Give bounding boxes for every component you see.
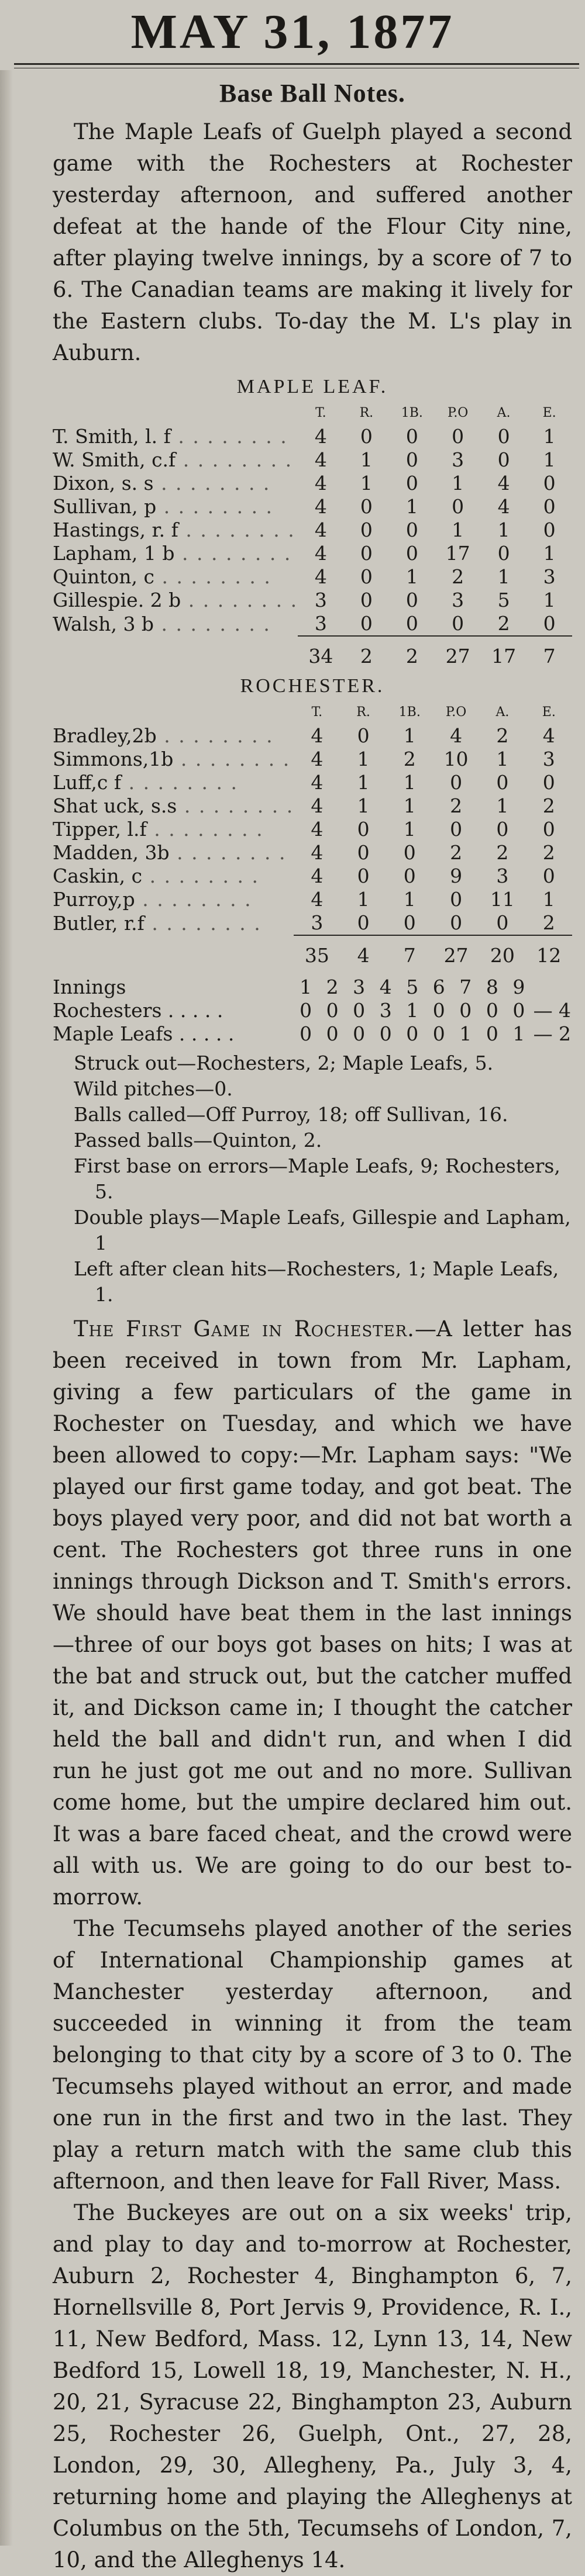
maple-leaf-player-name xyxy=(53,565,298,589)
rochester-stat-cell: 4 xyxy=(311,771,324,794)
leader-dots: . . . . . . . . xyxy=(156,495,274,518)
player-name-text: Purroy,p xyxy=(53,888,135,911)
player-name-text: Lapham, 1 b xyxy=(53,542,175,565)
article-column xyxy=(53,76,572,2576)
rochester-column-header: E. xyxy=(542,705,556,720)
buckeyes-paragraph: The Buckeyes are out on a six weeks' trip, and play to day and to-morrow at Rochester, Auburn 2, Rochester 4, Binghampton 6, 7, Hornellsville 8, Port Jervis 9, Providence, R. I., 11, New Bedford, Mass. 12, Lynn 13, 14, New Bedford 15, Lowell 18, 19, Manchester, N. H., 20, 21, Syracuse 22, Binghampton 23, Auburn 25, Rochester 26, Guelph, Ont., 27, 28, London, 29, 30, Allegheny, Pa., July 3, 4, returning home and playing the Alleghenys at Columbus on the 5th, Tecumsehs of London, 7, 10, and the Alleghenys 14. xyxy=(53,2200,572,2572)
rochester-stat-cell: 0 xyxy=(496,771,509,794)
maple-leaf-total-cell: 2 xyxy=(389,636,435,668)
leader-dots: . . . . . . . . xyxy=(178,518,295,541)
rochester-stat-cell: 11 xyxy=(490,888,515,911)
rochester-stat-cell: 9 xyxy=(450,865,463,887)
maple-leaf-stat-cell: 1 xyxy=(497,518,510,541)
maple-leaf-stat-cell: 1 xyxy=(543,589,556,611)
leader-dots: . . . . . . . . xyxy=(169,841,287,864)
rochester-player-row xyxy=(53,771,572,794)
leader-dots: . . . . . . . . xyxy=(170,425,288,448)
summary-line: Double plays—Maple Leafs, Gillespie and Lapham, 1 xyxy=(74,1206,571,1254)
maple-leaf-stat-cell: 0 xyxy=(360,495,373,518)
rochester-column-header: P.O xyxy=(445,705,467,720)
rochester-stat-cell: 0 xyxy=(357,818,370,841)
rochester-stat-cell: 1 xyxy=(496,794,509,817)
maple-leaf-stat-cell: 4 xyxy=(497,472,510,495)
inning-runs: 0 xyxy=(379,1022,392,1045)
rochester-stat-cell: 1 xyxy=(403,724,416,747)
rochester-total-cell: 20 xyxy=(479,935,525,967)
leader-dots: . . . . . . . . xyxy=(135,888,252,911)
leader-dots: . . . . . . . . xyxy=(146,818,264,841)
inning-runs: 0 xyxy=(459,999,472,1022)
rochester-column-header: A. xyxy=(495,705,510,720)
rochester-stat-cell: 2 xyxy=(450,794,463,817)
rochester-stat-cell: 2 xyxy=(403,748,416,770)
maple-leaf-player-row xyxy=(53,448,572,472)
maple-leaf-total-cell: 17 xyxy=(481,636,526,668)
maple-leaf-stat-cell: 0 xyxy=(405,589,418,611)
player-name-text: Gillespie. 2 b xyxy=(53,589,181,611)
maple-leaf-stat-cell: 1 xyxy=(543,448,556,471)
leader-dots: . . . . . . . . xyxy=(176,448,293,471)
player-name-text: Tipper, l.f xyxy=(53,818,147,841)
rochester-stat-cell: 2 xyxy=(542,911,555,934)
leader-dots: . . . . . . . . xyxy=(154,565,271,588)
rochester-player-row xyxy=(53,794,572,818)
maple-leaf-stat-cell: 0 xyxy=(360,518,373,541)
maple-leaf-stat-cell: 3 xyxy=(314,589,327,611)
inning-number: 6 xyxy=(432,976,445,998)
inning-runs: 0 xyxy=(326,999,339,1022)
rochester-stat-cell: 0 xyxy=(450,888,463,911)
game-summary xyxy=(74,1050,572,1308)
maple-leaf-stat-cell: 4 xyxy=(314,472,327,495)
rochester-stat-cell: 0 xyxy=(496,818,509,841)
maple-leaf-stat-cell: 2 xyxy=(452,565,464,588)
rochester-stat-cell: 0 xyxy=(450,911,463,934)
maple-leaf-stat-cell: 17 xyxy=(445,542,470,565)
maple-leaf-header-row xyxy=(53,402,572,425)
maple-leaf-stat-cell: 4 xyxy=(497,495,510,518)
maple-leaf-stat-cell: 0 xyxy=(360,542,373,565)
rochester-stat-cell: 3 xyxy=(542,748,555,770)
rochester-stat-cell: 4 xyxy=(311,748,324,770)
maple-leaf-stat-cell: 0 xyxy=(360,425,373,448)
maple-leaf-stat-cell: 0 xyxy=(405,472,418,495)
rochester-total-cell: 12 xyxy=(526,935,572,967)
player-name-text: Hastings, r. f xyxy=(53,518,178,541)
rochester-stat-cell: 1 xyxy=(403,888,416,911)
rochester-player-row xyxy=(53,888,572,911)
maple-leaf-totals-blank xyxy=(53,636,298,668)
maple-leaf-stat-cell: 1 xyxy=(405,565,418,588)
inning-runs: 3 xyxy=(379,999,392,1022)
maple-leaf-column-header: A. xyxy=(497,406,511,420)
rochester-stat-cell: 4 xyxy=(311,794,324,817)
rochester-stat-cell: 0 xyxy=(450,818,463,841)
maple-leaf-stat-cell: 1 xyxy=(452,472,464,495)
maple-leaf-player-name xyxy=(53,448,298,472)
maple-leaf-player-row xyxy=(53,612,572,636)
rochester-stat-cell: 2 xyxy=(542,794,555,817)
rochester-stat-cell: 1 xyxy=(357,794,370,817)
innings-label: Innings xyxy=(53,976,126,998)
rochester-player-row xyxy=(53,748,572,771)
maple-leaf-total-cell: 2 xyxy=(344,636,390,668)
rochester-stat-cell: 2 xyxy=(496,724,509,747)
rochester-player-name xyxy=(53,771,294,794)
masthead-rule xyxy=(14,63,579,65)
rochester-stat-cell: 1 xyxy=(403,818,416,841)
rochester-stat-cell: 4 xyxy=(311,724,324,747)
rochester-stat-cell: 3 xyxy=(311,911,324,934)
maple-leaf-header-blank xyxy=(53,402,298,425)
rochester-stat-cell: 1 xyxy=(357,748,370,770)
maple-leaf-totals-row xyxy=(53,636,572,668)
rochester-stat-cell: 4 xyxy=(450,724,463,747)
inning-runs: 1 xyxy=(406,999,419,1022)
rochester-stat-cell: 0 xyxy=(542,771,555,794)
maple-leaf-stat-cell: 0 xyxy=(405,425,418,448)
maple-leaf-stat-cell: 0 xyxy=(497,425,510,448)
rochester-stat-cell: 1 xyxy=(403,771,416,794)
maple-leaf-total-cell: 7 xyxy=(526,636,572,668)
inning-runs: 0 xyxy=(353,1022,366,1045)
rochester-stat-cell: 4 xyxy=(542,724,555,747)
intro-paragraph: The Maple Leafs of Guelph played a second game with the Rochesters at Rochester yesterday afternoon, and suffered another defeat at the hande of the Flour City nine, after playing twelve innings, by a score of 7 to 6. The Canadian teams are making it lively for the Eastern clubs. To-day the M. L's play in Auburn. xyxy=(53,119,572,365)
rochester-stat-cell: 1 xyxy=(542,888,555,911)
maple-leaf-stat-cell: 1 xyxy=(452,518,464,541)
inning-runs: 0 xyxy=(512,999,525,1022)
innings-score-table xyxy=(53,976,572,1046)
maple-leaf-player-name xyxy=(53,472,298,495)
rochester-stat-cell: 0 xyxy=(357,911,370,934)
team-title-maple-leaf: MAPLE LEAF. xyxy=(236,376,388,397)
player-name-text: Luff,c f xyxy=(53,771,122,794)
maple-leaf-stat-cell: 0 xyxy=(405,612,418,635)
maple-leaf-stat-cell: 4 xyxy=(314,542,327,565)
inning-runs: 0 xyxy=(326,1022,339,1045)
inning-number: 7 xyxy=(459,976,472,998)
leader-dots: . . . . . . . . xyxy=(142,865,259,887)
rochester-player-name xyxy=(53,794,294,818)
rochester-player-row xyxy=(53,911,572,935)
rochester-stat-cell: 1 xyxy=(357,888,370,911)
maple-leaf-stat-cell: 0 xyxy=(497,448,510,471)
rochester-stat-cell: 4 xyxy=(311,841,324,864)
inning-runs: 0 xyxy=(486,1022,498,1045)
maple-leaf-stat-cell: 1 xyxy=(405,495,418,518)
player-name-text: Quinton, c xyxy=(53,565,154,588)
inning-runs: 1 xyxy=(512,1022,525,1045)
leader-dots: . . . . . . . . xyxy=(177,794,294,817)
maple-leaf-stat-cell: 3 xyxy=(452,589,464,611)
inning-number: 9 xyxy=(512,976,525,998)
maple-leaf-player-name xyxy=(53,425,298,448)
rochester-player-name xyxy=(53,818,294,841)
maple-leaf-stat-cell: 1 xyxy=(543,425,556,448)
first-game-title: The First Game in Rochester. xyxy=(74,1316,415,1341)
rochester-stat-cell: 4 xyxy=(311,865,324,887)
maple-leaf-stat-cell: 0 xyxy=(405,542,418,565)
leader-dots: . . . . . . . . xyxy=(174,542,292,565)
rochester-stat-cell: 1 xyxy=(357,771,370,794)
maple-leaf-stat-cell: 0 xyxy=(543,472,556,495)
maple-leaf-player-row xyxy=(53,495,572,518)
maple-leaf-player-row xyxy=(53,565,572,589)
player-name-text: Bradley,2b xyxy=(53,724,157,747)
maple-leaf-stat-cell: 4 xyxy=(314,518,327,541)
rochester-column-header: 1B. xyxy=(398,705,421,720)
inning-runs: 0 xyxy=(300,999,312,1022)
rochester-stat-cell: 3 xyxy=(496,865,509,887)
player-name-text: Walsh, 3 b xyxy=(53,612,154,635)
rochester-total-cell: 35 xyxy=(294,935,340,967)
rochester-total-cell: 4 xyxy=(340,935,387,967)
maple-leaf-player-row xyxy=(53,518,572,542)
rochester-stat-cell: 0 xyxy=(357,865,370,887)
maple-leaf-stat-cell: 0 xyxy=(452,495,464,518)
inning-runs: 0 xyxy=(300,1022,312,1045)
player-name-text: T. Smith, l. f xyxy=(53,425,171,448)
masthead-date: MAY 31, 1877 xyxy=(130,5,455,59)
innings-total-blank xyxy=(532,976,572,999)
rochester-column-header: T. xyxy=(311,705,323,720)
tecumsehs-paragraph: The Tecumsehs played another of the series of International Championship games at Manchester yesterday afternoon, and succeeded in winning it from the team belonging to that city by a score of 3 to 0. The Tecumsehs played without an error, and made one run in the first and two in the last. They play a return match with the same club this afternoon, and then leave for Fall River, Mass. xyxy=(53,1916,572,2194)
rochester-stat-cell: 2 xyxy=(496,841,509,864)
player-name-text: Shat uck, s.s xyxy=(53,794,177,817)
maple-leaf-column-header: 1B. xyxy=(401,406,423,420)
inning-number: 1 xyxy=(300,976,312,998)
player-name-text: Caskin, c xyxy=(53,865,143,887)
rochester-stat-cell: 1 xyxy=(496,748,509,770)
leader-dots: . . . . . . . . xyxy=(173,748,291,770)
rochester-stat-cell: 0 xyxy=(542,865,555,887)
inning-runs: 1 xyxy=(459,1022,472,1045)
maple-leaf-stat-cell: 5 xyxy=(497,589,510,611)
maple-leaf-stat-cell: 4 xyxy=(314,565,327,588)
team-title-rochester: ROCHESTER. xyxy=(240,675,385,697)
rochester-player-name xyxy=(53,748,294,771)
rochester-player-name xyxy=(53,888,294,911)
rochester-player-row xyxy=(53,841,572,865)
inning-number: 8 xyxy=(486,976,498,998)
rochester-player-row xyxy=(53,818,572,841)
maple-leaf-stat-cell: 0 xyxy=(360,612,373,635)
rochester-stat-cell: 0 xyxy=(450,771,463,794)
inning-runs: 0 xyxy=(406,1022,419,1045)
rochester-stat-cell: 2 xyxy=(542,841,555,864)
maple-leaf-stat-cell: 4 xyxy=(314,495,327,518)
maple-leaf-player-row xyxy=(53,472,572,495)
player-name-text: Simmons,1b xyxy=(53,748,174,770)
rochester-total-cell: 27 xyxy=(433,935,479,967)
leader-dots: . . . . . . . . xyxy=(121,771,238,794)
rochester-stat-cell: 2 xyxy=(450,841,463,864)
player-name-text: Sullivan, p xyxy=(53,495,157,518)
rochester-player-name xyxy=(53,911,294,935)
inning-number: 5 xyxy=(406,976,419,998)
maple-leaf-player-name xyxy=(53,589,298,612)
maple-leaf-column-header: T. xyxy=(315,406,326,420)
summary-line: First base on errors—Maple Leafs, 9; Rochesters, 5. xyxy=(74,1154,560,1203)
leader-dots: . . . . . . . . xyxy=(153,472,271,495)
first-game-body: —A letter has been received in town from Mr. Lapham, giving a few particulars of the game in Rochester on Tuesday, and which we have been allowed to copy:—Mr. Lapham says: "We played our first game today, and got beat. The boys played very poor, and did not bat worth a cent. The Rochesters got three runs in one innings through Dickson and T. Smith's errors. We should have beat them in the last innings —three of our boys got bases on hits; I was at the bat and struck out, but the catcher muffed it, and Dickson came in; I thought the catcher held the ball and didn't run, and when I did run he just got me out and no more. Sullivan come home, but the umpire declared him out. It was a bare faced cheat, and the crowd were all with us. We are going to do our best to-morrow. xyxy=(53,1316,572,1910)
player-name-text: Dixon, s. s xyxy=(53,472,154,495)
inning-number: 3 xyxy=(353,976,366,998)
rochester-stat-cell: 0 xyxy=(542,818,555,841)
maple-leaf-stat-cell: 0 xyxy=(360,589,373,611)
inning-runs: 0 xyxy=(486,999,498,1022)
box-score-rochester xyxy=(53,701,572,967)
maple-leaf-stat-cell: 1 xyxy=(360,472,373,495)
rochester-stat-cell: 4 xyxy=(311,818,324,841)
maple-leaf-stat-cell: 0 xyxy=(405,518,418,541)
maple-leaf-stat-cell: 3 xyxy=(543,565,556,588)
maple-leaf-stat-cell: 0 xyxy=(360,565,373,588)
rochester-stat-cell: 0 xyxy=(403,841,416,864)
summary-line: Left after clean hits—Rochesters, 1; Maple Leafs, 1. xyxy=(74,1257,559,1306)
maple-leaf-column-header: P.O xyxy=(447,406,469,420)
leader-dots: . . . . . . . . xyxy=(156,724,274,747)
maple-leaf-player-name xyxy=(53,495,298,518)
maple-leaf-player-row xyxy=(53,589,572,612)
rochester-totals-blank xyxy=(53,935,294,967)
innings-team-row xyxy=(53,999,572,1022)
maple-leaf-player-name xyxy=(53,518,298,542)
rochester-player-name xyxy=(53,724,294,748)
summary-line: Passed balls—Quinton, 2. xyxy=(74,1129,322,1152)
maple-leaf-stat-cell: 3 xyxy=(314,612,327,635)
inning-runs: 0 xyxy=(432,999,445,1022)
maple-leaf-stat-cell: 3 xyxy=(452,448,464,471)
innings-team-name: Rochesters . . . . . xyxy=(53,999,223,1022)
leader-dots: . . . . . . . . xyxy=(181,589,298,611)
innings-team-name: Maple Leafs . . . . . xyxy=(53,1022,235,1045)
rochester-header-blank xyxy=(53,701,294,724)
maple-leaf-stat-cell: 1 xyxy=(543,542,556,565)
rochester-stat-cell: 10 xyxy=(443,748,469,770)
maple-leaf-stat-cell: 0 xyxy=(543,518,556,541)
maple-leaf-column-header: E. xyxy=(542,406,556,420)
inning-runs: 0 xyxy=(353,999,366,1022)
inning-number: 2 xyxy=(326,976,339,998)
box-score-maple-leaf xyxy=(53,402,572,668)
rochester-header-row xyxy=(53,701,572,724)
rochester-stat-cell: 0 xyxy=(403,865,416,887)
maple-leaf-stat-cell: 1 xyxy=(360,448,373,471)
summary-line: Wild pitches—0. xyxy=(74,1077,233,1100)
rochester-total-cell: 7 xyxy=(387,935,433,967)
maple-leaf-stat-cell: 4 xyxy=(314,425,327,448)
leader-dots: . . . . . . . . xyxy=(144,911,261,935)
innings-header-row xyxy=(53,976,572,999)
inning-runs: 0 xyxy=(432,1022,445,1045)
maple-leaf-total-cell: 34 xyxy=(298,636,343,668)
player-name-text: Butler, r.f xyxy=(53,911,144,935)
summary-line: Balls called—Off Purroy, 18; off Sullivan, 16. xyxy=(74,1103,508,1126)
inning-number: 4 xyxy=(379,976,392,998)
rochester-player-row xyxy=(53,865,572,888)
innings-team-total: — 4 xyxy=(533,999,572,1022)
maple-leaf-stat-cell: 0 xyxy=(543,612,556,635)
maple-leaf-stat-cell: 0 xyxy=(543,495,556,518)
maple-leaf-player-name xyxy=(53,542,298,565)
rochester-stat-cell: 1 xyxy=(403,794,416,817)
maple-leaf-column-header: R. xyxy=(359,406,374,420)
player-name-text: Madden, 3b xyxy=(53,841,170,864)
innings-team-total: — 2 xyxy=(533,1022,572,1045)
maple-leaf-player-row xyxy=(53,542,572,565)
rochester-stat-cell: 0 xyxy=(496,911,509,934)
player-name-text: W. Smith, c.f xyxy=(53,448,176,471)
rochester-stat-cell: 0 xyxy=(357,841,370,864)
maple-leaf-stat-cell: 2 xyxy=(497,612,510,635)
rochester-stat-cell: 0 xyxy=(357,724,370,747)
maple-leaf-stat-cell: 4 xyxy=(314,448,327,471)
rochester-player-name xyxy=(53,841,294,865)
summary-line: Struck out—Rochesters, 2; Maple Leafs, 5. xyxy=(74,1052,494,1074)
article-heading: Base Ball Notes. xyxy=(219,79,405,108)
page-fold-shadow xyxy=(0,70,13,2546)
maple-leaf-stat-cell: 1 xyxy=(497,565,510,588)
maple-leaf-stat-cell: 0 xyxy=(497,542,510,565)
innings-team-row xyxy=(53,1022,572,1046)
maple-leaf-player-name xyxy=(53,612,298,636)
maple-leaf-player-row xyxy=(53,425,572,448)
first-game-paragraph xyxy=(53,1313,572,1913)
rochester-stat-cell: 4 xyxy=(311,888,324,911)
maple-leaf-stat-cell: 0 xyxy=(452,612,464,635)
rochester-player-name xyxy=(53,865,294,888)
maple-leaf-stat-cell: 0 xyxy=(452,425,464,448)
rochester-player-row xyxy=(53,724,572,748)
rochester-stat-cell: 0 xyxy=(403,911,416,934)
rochester-totals-row xyxy=(53,935,572,967)
maple-leaf-total-cell: 27 xyxy=(435,636,480,668)
leader-dots: . . . . . . . . xyxy=(154,612,271,635)
maple-leaf-stat-cell: 0 xyxy=(405,448,418,471)
rochester-column-header: R. xyxy=(356,705,370,720)
